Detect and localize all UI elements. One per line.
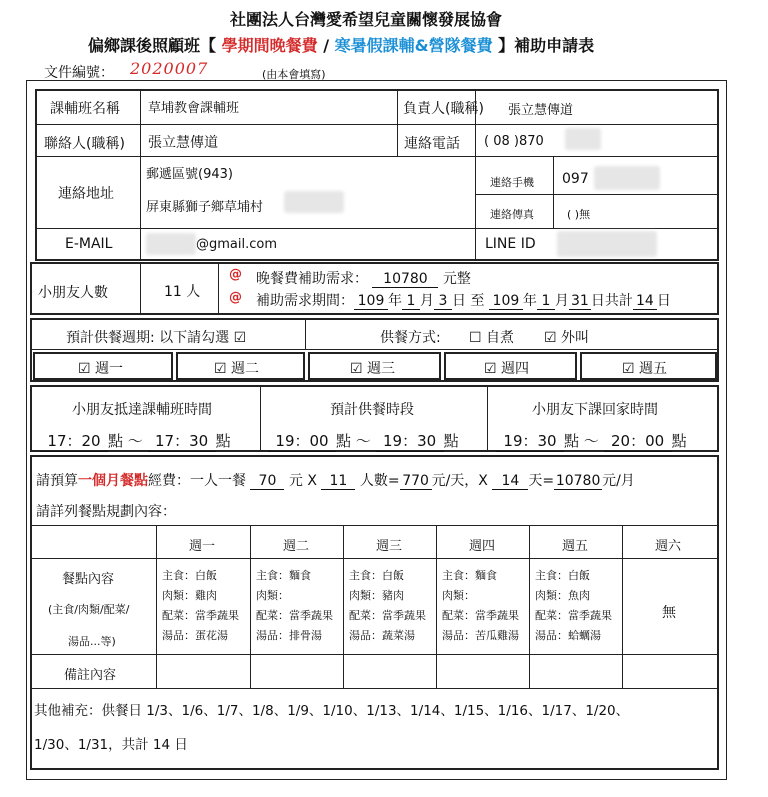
- menu-wed: [349, 566, 426, 646]
- year-text: 年: [388, 293, 402, 309]
- tilde-text-2: ～: [355, 432, 371, 450]
- budget-period-highlight: 一個月餐點: [78, 473, 148, 489]
- title-separator: /: [323, 36, 330, 55]
- mobile-redacted: [594, 166, 660, 190]
- budget-p1: 請預算: [36, 473, 78, 489]
- budget-p2: 經費：一人一餐: [148, 473, 246, 489]
- total-text: 日共計: [590, 293, 633, 309]
- year-text-2: 年: [522, 293, 537, 309]
- fax-label: 連絡傳真: [490, 208, 534, 221]
- phone-value: ( 08 )870: [484, 134, 544, 149]
- other-line-2: 1/30、1/31，共計 14 日: [34, 737, 188, 753]
- menu-item: 湯品：排骨湯: [256, 629, 322, 642]
- contact-label: 聯絡人(職稱): [44, 136, 125, 152]
- days-text: 日: [656, 293, 671, 309]
- period-total-days: 14: [633, 293, 657, 310]
- dian-text-2: 點: [215, 432, 231, 450]
- dian-text: 點: [108, 432, 124, 450]
- address-label: 連絡地址: [58, 186, 114, 202]
- menu-item: 配菜：當季蔬果: [349, 609, 426, 622]
- menu-item: 肉類：: [256, 589, 289, 602]
- fax-value: ( )無: [567, 208, 591, 221]
- day-friday-checkbox[interactable]: ☑ 週五: [622, 361, 668, 377]
- title-suffix: 】補助申請表: [498, 36, 595, 55]
- meal-from: 19：00: [268, 430, 336, 452]
- email-redacted: [146, 233, 196, 255]
- menu-item: 主食：麵食: [442, 569, 497, 582]
- class-name-value: 草埔教會課輔班: [148, 101, 240, 116]
- menu-item: 主食：麵食: [256, 569, 311, 582]
- period-year-start: 109: [354, 293, 388, 310]
- to-text: 至: [470, 293, 485, 309]
- tilde-text-3: ～: [583, 432, 599, 450]
- meal-time-label: 預計供餐時段: [330, 402, 414, 418]
- arrive-to: 17：30: [148, 430, 216, 452]
- method-cook-checkbox[interactable]: ☐ 自煮: [469, 330, 515, 346]
- lineid-label: LINE ID: [485, 236, 536, 252]
- menu-item: 主食：白飯: [162, 569, 217, 582]
- outer-frame-top: [26, 80, 726, 81]
- menu-row-label-3: 湯品...等): [68, 635, 116, 648]
- doc-no-label: 文件編號：: [44, 65, 114, 81]
- period-day-end: 31: [569, 293, 591, 310]
- menu-item: 湯品：蛋花湯: [162, 629, 228, 642]
- title-option-vacation: 寒暑假課輔&營隊餐費: [334, 36, 493, 55]
- month-text-2: 月: [554, 293, 569, 309]
- budget-daily: 770: [400, 473, 432, 490]
- email-label: E-MAIL: [65, 236, 113, 252]
- menu-item: 配菜：當季蔬果: [535, 609, 612, 622]
- budget-p6: 天=: [528, 473, 555, 489]
- menu-header-wed: 週三: [376, 539, 403, 554]
- day-tuesday-checkbox[interactable]: ☑ 週二: [214, 361, 260, 377]
- form-title: [88, 33, 594, 56]
- menu-header-tue: 週二: [283, 539, 310, 554]
- month-text: 月: [420, 293, 434, 309]
- class-name-label: 課輔班名稱: [50, 101, 120, 117]
- menu-header-fri: 週五: [562, 539, 589, 554]
- meal-to: 19：30: [376, 430, 444, 452]
- kids-count: 11 人: [164, 284, 201, 300]
- budget-per-meal: 70: [250, 473, 284, 490]
- phone-redacted: [565, 128, 601, 150]
- outer-frame-right: [726, 80, 727, 780]
- budget-p4: 人數=: [359, 473, 400, 489]
- menu-item: 肉類：: [442, 589, 475, 602]
- lineid-redacted: [557, 231, 657, 257]
- budget-monthly: 10780: [555, 473, 601, 489]
- day-monday-checkbox[interactable]: ☑ 週一: [78, 361, 124, 377]
- bullet-icon-2: @: [229, 290, 242, 305]
- email-value: @gmail.com: [196, 237, 278, 252]
- period-day-start: 3: [434, 293, 452, 310]
- leave-from: 19：30: [496, 430, 564, 452]
- menu-fri: [535, 566, 612, 646]
- postal-code: 郵遞區號(943): [146, 167, 233, 182]
- period-label: 補助需求期間：: [256, 293, 354, 309]
- menu-item: 湯品：苦瓜雞湯: [442, 629, 519, 642]
- arrive-from: 17：20: [40, 430, 108, 452]
- dian-text-4: 點: [443, 432, 459, 450]
- menu-item: 湯品：蔬菜湯: [349, 629, 415, 642]
- leader-label: 負責人(職稱): [403, 101, 484, 117]
- method-label: 供餐方式:: [380, 330, 441, 346]
- need-unit: 元整: [442, 271, 471, 287]
- budget-days: 14: [492, 473, 528, 490]
- tilde-text: ～: [127, 432, 143, 450]
- leave-time-label: 小朋友下課回家時間: [532, 402, 658, 418]
- menu-item: 主食：白飯: [349, 569, 404, 582]
- org-name: 社團法人台灣愛希望兒童關懷發展協會: [230, 10, 503, 29]
- menu-item: 湯品：蛤蠣湯: [535, 629, 601, 642]
- menu-header-mon: 週一: [189, 539, 216, 554]
- menu-item: 配菜：當季蔬果: [162, 609, 239, 622]
- budget-people: 11: [321, 473, 355, 490]
- menu-item: 肉類：魚肉: [535, 589, 590, 602]
- period-year-end: 109: [489, 293, 523, 310]
- need-row: [256, 268, 471, 288]
- need-label: 晚餐費補助需求：: [256, 271, 368, 287]
- outer-frame-left: [26, 80, 27, 780]
- budget-p3: 元 X: [288, 473, 317, 489]
- doc-no-note: (由本會填寫): [262, 68, 326, 81]
- dian-text-3: 點: [336, 432, 352, 450]
- title-prefix: 偏鄉課後照顧班【: [88, 36, 217, 55]
- cycle-label: 預計供餐週期: 以下請勾選 ☑: [66, 330, 247, 346]
- menu-item: 配菜：當季蔬果: [442, 609, 519, 622]
- leave-to: 20：00: [604, 430, 672, 452]
- meal-time-range: [268, 430, 459, 452]
- menu-sat: 無: [662, 605, 676, 621]
- menu-tue: [256, 566, 333, 646]
- phone-label: 連絡電話: [404, 136, 460, 152]
- arrive-time-label: 小朋友抵達課輔班時間: [72, 402, 212, 418]
- budget-formula: [36, 470, 635, 490]
- menu-detail-label: 請詳列餐點規劃內容：: [36, 504, 176, 520]
- outer-frame-bottom: [26, 779, 726, 780]
- menu-thu: [442, 566, 519, 646]
- day-text: 日: [452, 293, 466, 309]
- menu-row-label-1: 餐點內容: [62, 572, 115, 587]
- title-option-school: 學期間晚餐費: [221, 36, 318, 55]
- menu-header-thu: 週四: [469, 539, 496, 554]
- dian-text-6: 點: [671, 432, 687, 450]
- other-line-1: 其他補充：供餐日 1/3、1/6、1/7、1/8、1/9、1/10、1/13、1/14、1/15、1/16、1/17、1/20、: [34, 703, 630, 719]
- menu-header-sat: 週六: [655, 539, 682, 554]
- mobile-value: 097: [562, 171, 589, 187]
- arrive-time-range: [40, 430, 231, 452]
- budget-p5: 元/天，X: [431, 473, 488, 489]
- doc-no-handwritten: 2020007: [130, 59, 209, 78]
- day-wednesday-checkbox[interactable]: ☑ 週三: [350, 361, 396, 377]
- need-amount: 10780: [372, 271, 438, 288]
- address-value: 屏東縣獅子鄉草埔村: [146, 200, 264, 215]
- mobile-label: 連絡手機: [490, 176, 534, 189]
- address-redacted: [284, 191, 344, 213]
- menu-item: 配菜：當季蔬果: [256, 609, 333, 622]
- bullet-icon-1: @: [229, 267, 242, 282]
- period-month-end: 1: [537, 293, 555, 310]
- leader-value: 張立慧傳道: [508, 103, 574, 118]
- menu-table-top: [30, 525, 719, 526]
- menu-mon: [162, 566, 239, 646]
- menu-row-label-2: (主食/肉類/配菜/: [48, 603, 130, 616]
- menu-item: 主食：白飯: [535, 569, 590, 582]
- contact-value: 張立慧傳道: [148, 135, 218, 151]
- period-row: [256, 290, 671, 310]
- dian-text-5: 點: [564, 432, 580, 450]
- kids-label: 小朋友人數: [38, 285, 108, 301]
- period-month-start: 1: [402, 293, 420, 310]
- menu-item: 肉類：雞肉: [162, 589, 217, 602]
- day-thursday-checkbox[interactable]: ☑ 週四: [484, 361, 530, 377]
- leave-time-range: [496, 430, 687, 452]
- method-order-checkbox[interactable]: ☑ 外叫: [544, 330, 590, 346]
- budget-p7: 元/月: [602, 473, 635, 489]
- notes-label: 備註內容: [64, 668, 117, 683]
- menu-item: 肉類：豬肉: [349, 589, 404, 602]
